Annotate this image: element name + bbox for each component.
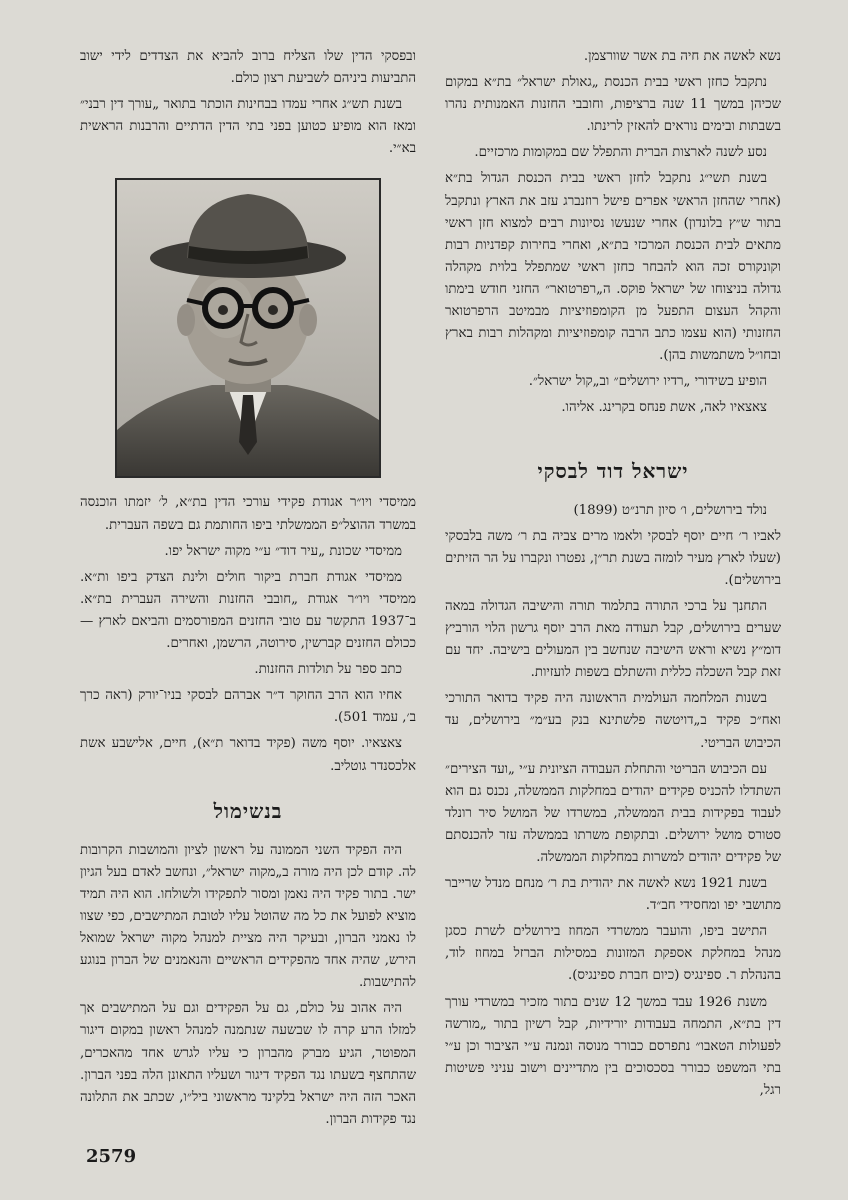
paragraph: ממיסדי שכונת „עיר דוד״ ע״י מקוה ישראל יפו. [164, 543, 402, 559]
paragraph: נתקבל כחזן ראשי בבית הכנסת „גאולת ישראל״ בת״א במקום שכיהן במשך 11 שנה ברציפות, וחובבי החזנות האמנותית נהרו בשבתות ובימים נוראים להאזין לרינתו. [445, 75, 781, 135]
paragraph: בשנת תשי״ג נתקבל לחזן ראשי בבית הכנסת הגדול בת״א (אחרי שהחזן הראשי אפרים פישל רוזנברג עזב את הארץ ונתקבל בתור ש״ץ בלונדון) אחרי שנעשו נסיונות רבים למצוא חזן ראשי מתאים לבית הכנסת המרכזי בת״א, ואחרי בחירות קפדניות רבות וקונקורס זכה הוא להבחר כחזן ראשי שמתפלל בלוית מקהלה גדולה בניצוחו של ישראל פוקס. ה„רפרטואר״ החזני חודש בימתו והקהל העצום התפעל מן הקומפוזיציות מבמיטב הרפרטואר החזנותי (הוא עצמו כתב הרבה קומפוזיציות ומקהלות רבות בארץ ובחו״ל משתמשות בהן). [445, 171, 781, 364]
paragraph: ממיסדי אגודת חברת ביקור חולים ולינת הצדק ביפו ות״א. ממיסדי ויו״ר אגודת „חובבי החזנות והשירה העברית בת״א. ב־1937 התקשר עם טובי החזנים המפורסמים והביאם לארץ — ככולם החזנים קברשין, סירוטה, הרשמן, ואחרים. [80, 569, 416, 652]
section-title: ישראל דוד לבסקי [537, 458, 689, 483]
portrait-illustration [117, 180, 379, 476]
section-title: בנשימול [213, 798, 283, 823]
paragraph: לאביו ר׳ חיים יוסף לבסקי ולאמו מרים צביה בת ר׳ משה בלבסקי (שעלו לארץ מעיר לומזה בשנת תר״ן, נפטרו ונקברו על הר הזיתים בירושלים). [445, 528, 781, 588]
paragraph: אחיו הוא הרב החוקר ד״ר אברהם לבסקי בניו־יורק (ראה כרך ב׳, עמוד 501). [80, 688, 416, 726]
paragraph: בשנת 1921 נשא לאשה את יהודית בת ר׳ מנחם מנדל שרייבר מתושבי יפו ומחסידי חב״ד. [445, 876, 781, 914]
paragraph: ממיסדי ויו״ר אגודת פקידי עורכי הדין בת״א, ל׳ יזמתו הוכנסה במשרד ההוצל״פ הממשלתי ביפו החותמת גם בשפה העברית. [80, 495, 416, 533]
page-number: 2579 [86, 1146, 137, 1167]
left-column [80, 46, 416, 1135]
paragraph: נולד בירושלים, ו׳ סיון תרנ״ט (1899) [573, 502, 767, 518]
paragraph: ובפסקי הדין שלו הצליח ברוב להביא את הצדדים לידי ישוב התביעות ביניהם לשביעת רצון כולם. [80, 49, 416, 87]
paragraph: נסע לשנה לארצות הברית והתפלל שם במקומות מרכזיים. [474, 145, 767, 161]
paragraph: משנת 1926 עבד במשך 12 שנים בתור מזכיר במשרדי עורך דין בת״א, התמחה בעבודות יורידיות, קבל רשיון בתור „מורשה לפעולות הטאבו״ נתפרסם כבורר מנוסה ונמנה ע״י הציבור וכן ע״י בתי המשפט כבורר בסכסוכים בין מתדיינים וישוב עניני פשיטות רגל, [445, 994, 781, 1098]
right-column [445, 46, 781, 1106]
paragraph: היה הפקיד השני הממונה על ראשון לציון והמושבות הקרובות לה. קודם לכן היה מורה ב„מקוה ישראל״, ונחשב לאדם בעל הגיון ישר. בתור פקיד היה נאמן ומסור לתפקידו ולשולחו. הוא היה תמיד מוציא לפועל את כל מה שהוטל עליו לטובת המתישבים, כפי שצוו לו נאמני הברון, ובעיקר היה מציית למנהל מקוה ישראל שמואל הירש, שהיה אחד מהפקידים הראשיים והנאמנים של הברון בנוגע להתישבות. [80, 842, 416, 991]
paragraph: כתב ספר על תולדות החזנות. [254, 662, 402, 678]
paragraph: היה אהוב על כולם, גם על הפקידים וגם על המתישבים אך למזלו הרע קרה לו שבשעה שנתמנה למנהל ראשון במקום דיגור המפוטר, הגיע מברק מהברון כי עליו לגרש אחד מהאכרים, שהתחצף בשעתו נגד הפקיד דיגור ושעליו התאונן הלה בפני הברון. האכר הזה היה ישראל בלקינד מראשוני ביל״ו, שכתב את התלונה נגד פקידות הברון. [80, 1001, 416, 1127]
paragraph: התחנך על ברכי התורה בתלמוד תורה והישיבה הגדולה במאה שערים בירושלים, קבל תעודה מאת הרב יוסף גרשון הלוי הורביץ דומ״ץ נשיא וראש הישיבה שנחשב בין המעולים בישיבה. יחד עם זאת קבל השכלה כללית והשתלם בשפות לועזיות. [445, 598, 781, 681]
paragraph: בשנת תש״ג אחרי עמדו בבחינות הוכתר בתואר „עורך דין רבני״ ומאז הוא מופיע כטוען בפני בתי הדין הדתיים והרבנות הראשית בא״י. [80, 97, 416, 157]
paragraph: עם הכיבוש הבריטי והתחלת העבודה הציונית ע״י „ועד הצירים״ השתדלו להכניס פקידים יהודים במחלקות הממשלה, נכנס גם הוא לעבוד בפקידות בבית הממשלה, במשרדו של המושל סיר רונלד סטורס מושל ירושלים. ובתקופת משרתו בממשלה עזר להכנסתם של פקידים יהודים למשרות במחלקות הממשלה. [445, 761, 781, 865]
paragraph: בשנות המלחמה העולמית הראשונה היה פקיד בדואר התורכי ואח״כ פקיד ב„דויטשה פלשתינא בנק בע״מ״ בירושלים, עד הכיבוש הבריטי. [445, 691, 781, 751]
paragraph: נשא לאשה את חיה בת אשר שוורצמן. [583, 49, 781, 64]
portrait-photo [115, 178, 381, 478]
paragraph: צאצאיו לאה, אשת פנחס בקרינג. אליהו. [561, 400, 767, 416]
paragraph: הופיע בשידורי „רדיו ירושלים״ וב„קול ישראל״. [528, 374, 767, 390]
paragraph: התישב ביפו, והועבר ממשרדי המחוז בירושלים לשרת כסגן מנהל במחלקת אספקת המזונות במסילות הברזל במחוז לוד, בהנהלת ר. ספינגיס (כיום חברת ספינגיס). [445, 924, 781, 984]
paragraph: צאצאיו. יוסף משה (פקיד בדואר ת״א), חיים, אלישבע אשת אלכסנדר גוטליב. [80, 736, 416, 774]
